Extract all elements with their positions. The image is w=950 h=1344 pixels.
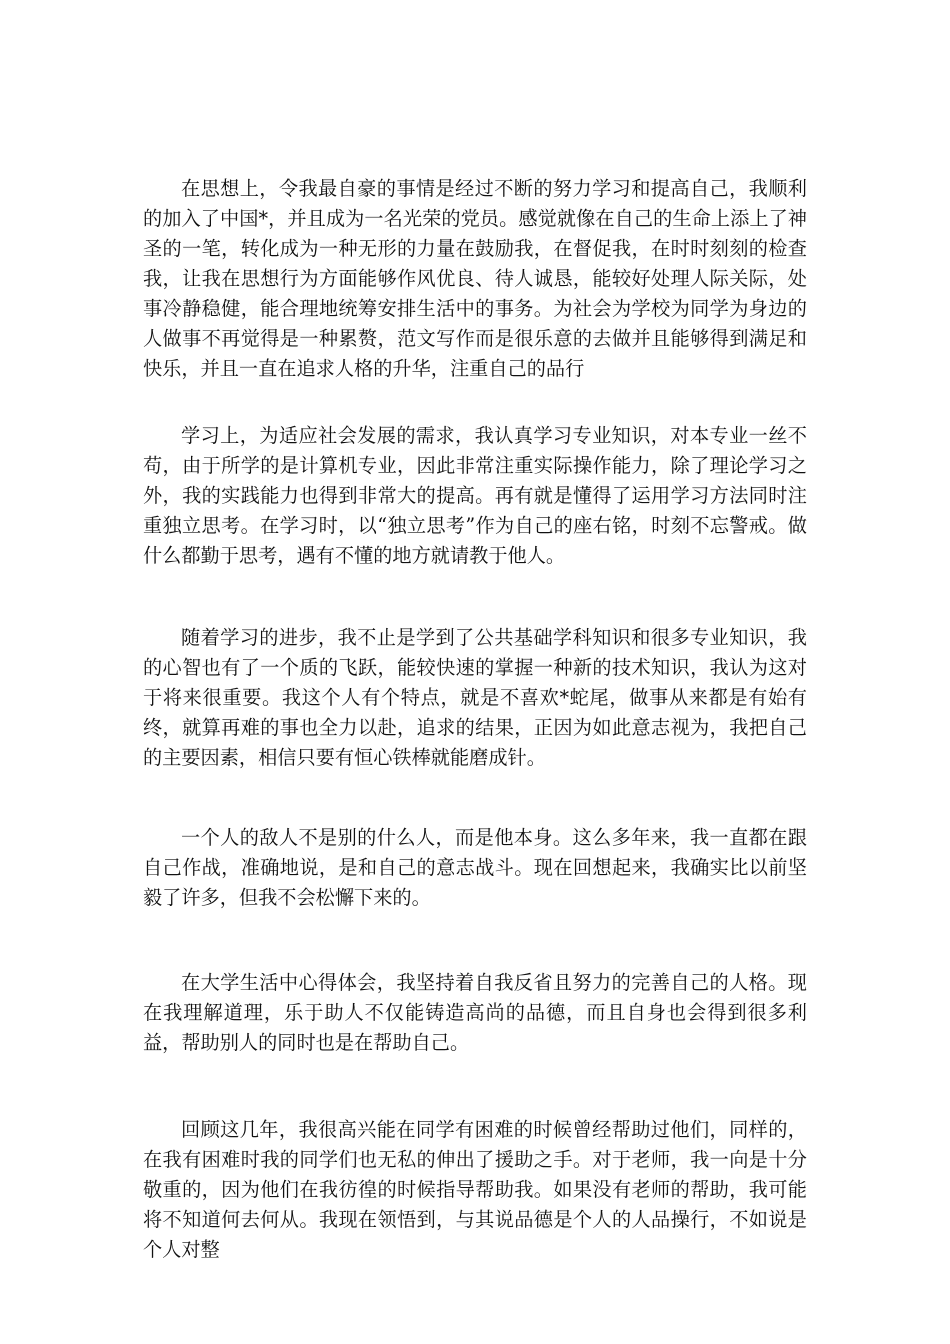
paragraph-review: 回顾这几年，我很高兴能在同学有困难的时候曾经帮助过他们，同样的，在我有困难时我的同学们也无私的伸出了援助之手。对于老师，我一向是十分敬重的，因为他们在我彷徨的时候指导帮助我。如果没有老师的帮助，我可能将不知道何去何从。我现在领悟到，与其说品德是个人的人品操行，不如说是个人对整 (143, 1118, 807, 1261)
paragraph-enemy: 一个人的敌人不是别的什么人，而是他本身。这么多年来，我一直都在跟自己作战，准确地说，是和自己的意志战斗。现在回想起来，我确实比以前坚毅了许多，但我不会松懈下来的。 (143, 826, 807, 909)
paragraph-thought: 在思想上，令我最自豪的事情是经过不断的努力学习和提高自己，我顺利的加入了中国*，并且成为一名光荣的党员。感觉就像在自己的生命上添上了神圣的一笔，转化成为一种无形的力量在鼓励我，在督促我，在时时刻刻的检查我，让我在思想行为方面能够作风优良、待人诚恳，能较好处理人际关际，处事冷静稳健，能合理地统筹安排生活中的事务。为社会为学校为同学为身边的人做事不再觉得是一种累赘，范文写作而是很乐意的去做并且能够得到满足和快乐，并且一直在追求人格的升华，注重自己的品行 (143, 177, 807, 380)
paragraph-study: 学习上，为适应社会发展的需求，我认真学习专业知识，对本专业一丝不苟，由于所学的是计算机专业，因此非常注重实际操作能力，除了理论学习之外，我的实践能力也得到非常大的提高。再有就是懂得了运用学习方法同时注重独立思考。在学习时，以“独立思考”作为自己的座右铭，时刻不忘警戒。做什么都勤于思考，遇有不懂的地方就请教于他人。 (143, 424, 807, 567)
paragraph-university-life: 在大学生活中心得体会，我坚持着自我反省且努力的完善自己的人格。现在我理解道理，乐于助人不仅能铸造高尚的品德，而且自身也会得到很多利益，帮助别人的同时也是在帮助自己。 (143, 971, 807, 1054)
paragraph-progress: 随着学习的进步，我不止是学到了公共基础学科知识和很多专业知识，我的心智也有了一个质的飞跃，能较快速的掌握一种新的技术知识，我认为这对于将来很重要。我这个人有个特点，就是不喜欢*蛇尾，做事从来都是有始有终，就算再难的事也全力以赴，追求的结果，正因为如此意志视为，我把自己的主要因素，相信只要有恒心铁棒就能磨成针。 (143, 626, 807, 769)
